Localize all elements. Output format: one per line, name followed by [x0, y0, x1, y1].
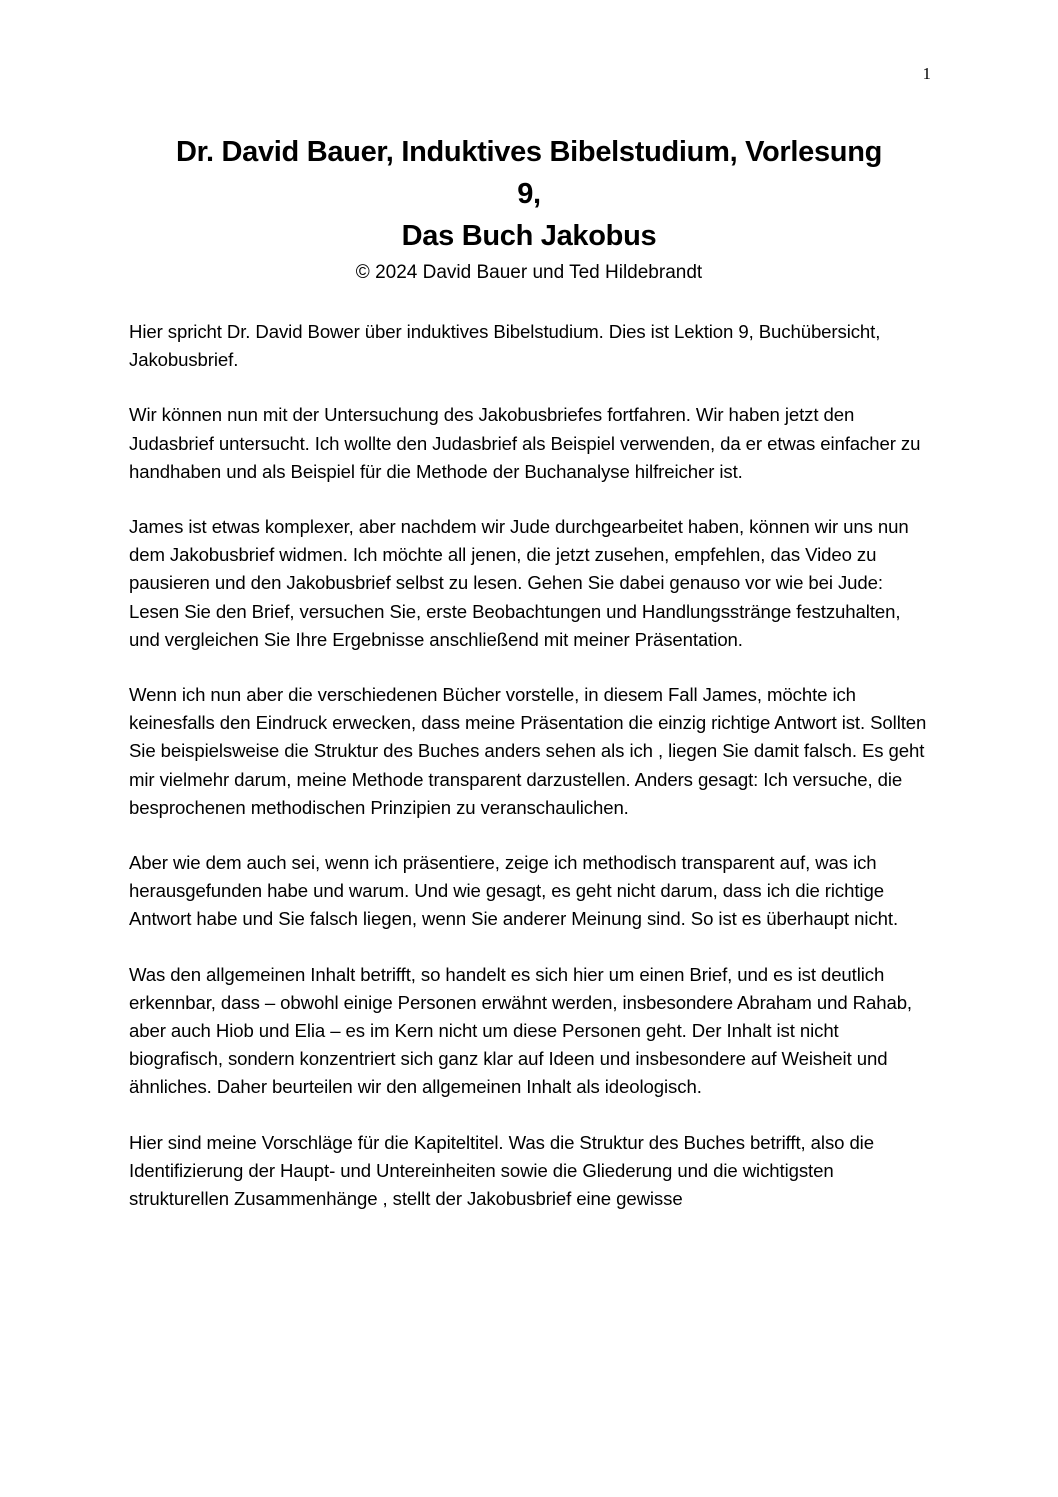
paragraph-general-content: Was den allgemeinen Inhalt betrifft, so handelt es sich hier um einen Brief, und es ist deutlich erkennbar, dass – obwohl einige Personen erwähnt werden, insbesondere Abraham und Rahab, aber auch Hiob und Elia – es im Kern nicht um diese Personen geht. Der Inhalt ist nicht biografisch, sondern konzentriert sich ganz klar auf Ideen und insbesondere auf Weisheit und ähnliches. Daher beurteilen wir den allgemeinen Inhalt als ideologisch. — [129, 963, 912, 1098]
paragraph-intro: Hier spricht Dr. David Bower über induktives Bibelstudium. Dies ist Lektion 9, Buchübersicht, Jakobusbrief. — [129, 321, 881, 371]
page-number: 1 — [922, 64, 931, 83]
paragraph-james-reading: James ist etwas komplexer, aber nachdem wir Jude durchgearbeitet haben, können wir uns nun dem Jakobusbrief widmen. Ich möchte all jenen, die jetzt zusehen, empfehlen, das Video zu pausieren und den Jakobusbrief selbst zu lesen. Gehen Sie dabei genauso vor wie bei Jude: Lesen Sie den Brief, versuchen Sie, erste Beobachtungen und Handlungsstränge festzuhalten, und vergleichen Sie Ihre Ergebnisse anschließend mit meiner Präsentation. — [129, 516, 909, 650]
copyright-notice: © 2024 David Bauer und Ted Hildebrandt — [355, 262, 703, 283]
paragraph-presentation-note: Wenn ich nun aber die verschiedenen Bücher vorstelle, in diesem Fall James, möchte ich keinesfalls den Eindruck erwecken, dass meine Präsentation die einzig richtige Antwort ist. Sollten Sie beispielsweise die Struktur des Buches anders sehen als ich , liegen Sie damit falsch. Es geht mir vielmehr darum, meine Methode transparent darzustellen. Anders gesagt: Ich versuche, die besprochenen methodischen Prinzipien zu veranschaulichen. — [129, 684, 927, 818]
document-title-line-2: 9, — [517, 178, 541, 210]
document-header — [110, 131, 948, 287]
document-title-line-1: Dr. David Bauer, Induktives Bibelstudium, Vorlesung — [175, 136, 883, 168]
document-body — [129, 318, 935, 1240]
document-title-line-3: Das Buch Jakobus — [401, 220, 657, 252]
paragraph-chapter-titles: Hier sind meine Vorschläge für die Kapiteltitel. Was die Struktur des Buches betrifft, also die Identifizierung der Haupt- und Untereinheiten sowie die Gliederung und die wichtigsten strukturellen Zusammenhänge , stellt der Jakobusbrief eine gewisse — [129, 1131, 874, 1210]
paragraph-jude-example: Wir können nun mit der Untersuchung des Jakobusbriefes fortfahren. Wir haben jetzt den Judasbrief untersucht. Ich wollte den Judasbrief als Beispiel verwenden, da er etwas einfacher zu handhaben und als Beispiel für die Methode der Buchanalyse hilfreicher ist. — [129, 404, 921, 482]
paragraph-methodology: Aber wie dem auch sei, wenn ich präsentiere, zeige ich methodisch transparent auf, was ich herausgefunden habe und warum. Und wie gesagt, es geht nicht darum, dass ich die richtige Antwort habe und Sie falsch liegen, wenn Sie anderer Meinung sind. So ist es überhaupt nicht. — [129, 852, 899, 930]
